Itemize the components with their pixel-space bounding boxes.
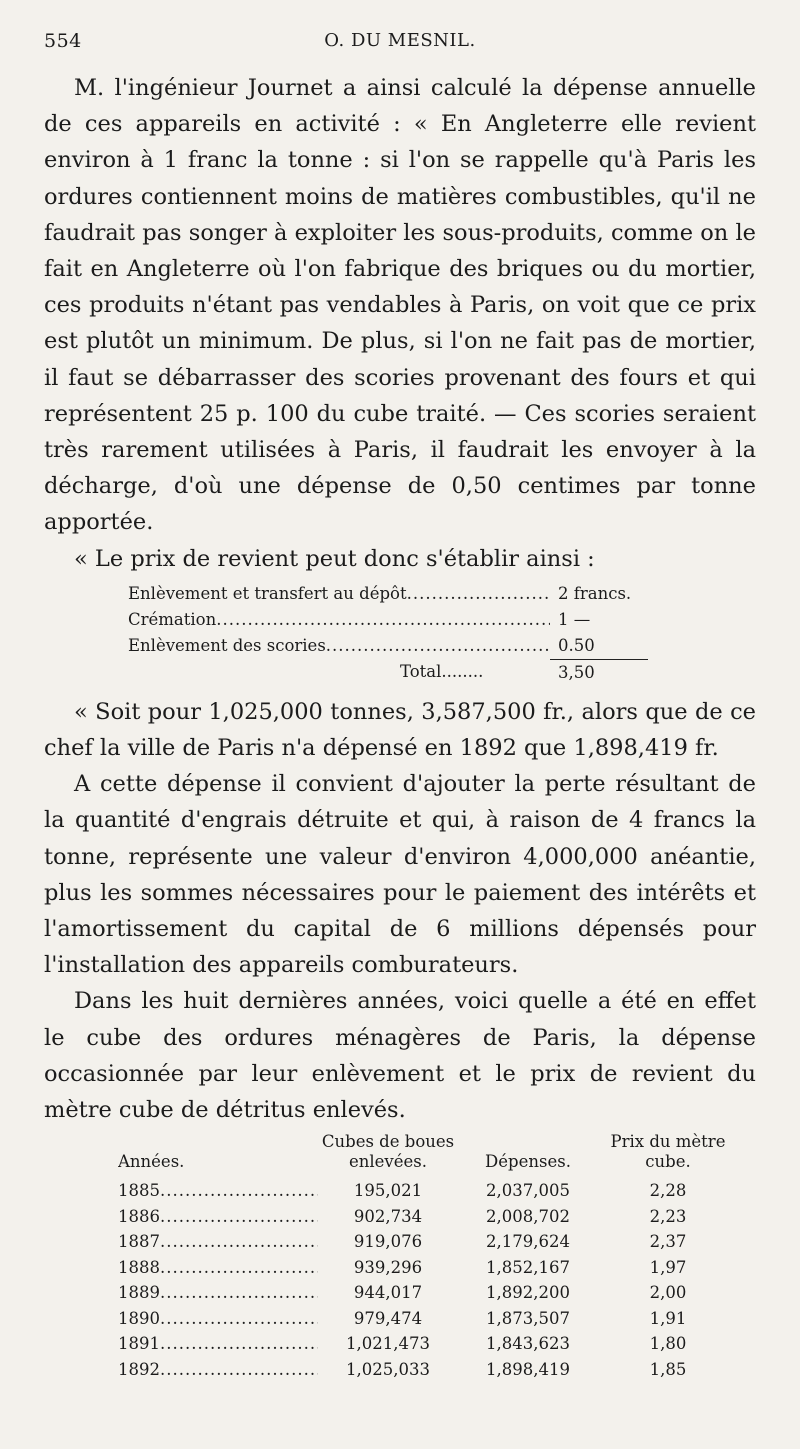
cost-total-amount: 3,50: [550, 659, 648, 686]
cell-cube: 1,021,473: [346, 1334, 430, 1354]
table-header: [118, 1132, 738, 1172]
cell-cube: 902,734: [353, 1206, 423, 1226]
cost-total-row: [128, 659, 648, 686]
cost-label: Crémation: [128, 609, 217, 629]
cell-depenses: 1,873,507: [486, 1308, 570, 1328]
cell-year: 1886 .....: [118, 1204, 318, 1230]
cell-depenses: 1,852,167: [486, 1257, 570, 1277]
table-row: [118, 1280, 738, 1306]
cost-row: [128, 607, 648, 633]
cell-cube: 195,021: [353, 1181, 423, 1201]
cost-breakdown: [128, 581, 648, 686]
cost-row: [128, 581, 648, 607]
paragraph-soit: « Soit pour 1,025,000 tonnes, 3,587,500 fr., alors que de ce chef la ville de Paris n'a dépensé en 1892 que 1,898,419 fr.: [44, 698, 756, 762]
cell-depenses: 1,898,419: [486, 1359, 570, 1379]
cost-amount: 1 —: [558, 609, 591, 629]
header-years: Années.: [118, 1152, 185, 1172]
cell-cube: 1,025,033: [346, 1359, 430, 1379]
statistics-table: [118, 1132, 738, 1382]
cost-row: [128, 633, 648, 659]
header-cube: Cubes de boues enlevées.: [321, 1132, 455, 1172]
paragraph-journet: M. l'ingénieur Journet a ainsi calculé la dépense annuelle de ces appareils en activité : « En Angleterre elle revient environ à 1 franc la tonne : si l'on se rappelle qu'à Paris les ordures contiennent moins de matières combustibles, qu'il ne faudrait pas songer à exploiter les sous-produits, comme on le fait en Angleterre où l'on fabrique des briques ou du mortier, ces produits n'étant pas vendables à Paris, on voit que ce prix est plutôt un minimum. De plus, si l'on ne fait pas de mortier, il faut se débarrasser des scories provenant des fours et qui représentent 25 p. 100 du cube traité. — Ces scories seraient très rarement utilisées à Paris, il faudrait les envoyer à la décharge, d'où une dépense de 0,50 centimes par tonne apportée.: [44, 75, 756, 536]
table-row: [118, 1331, 738, 1357]
cost-label: Enlèvement et transfert au dépôt: [128, 583, 407, 603]
cell-year: 1888 .....: [118, 1255, 318, 1281]
cell-cube: 944,017: [353, 1283, 423, 1303]
cell-prix: 2,28: [649, 1181, 687, 1201]
cell-cube: 979,474: [353, 1308, 423, 1328]
cell-year: 1889 .....: [118, 1280, 318, 1306]
header-prix: Prix du mètre cube.: [610, 1132, 726, 1172]
cell-year: 1885 .....: [118, 1178, 318, 1204]
cost-total-label: Total........: [400, 661, 484, 681]
page-header: [44, 30, 756, 62]
cell-cube: 939,296: [353, 1257, 423, 1277]
table-row: [118, 1255, 738, 1281]
table-row: [118, 1229, 738, 1255]
cell-depenses: 1,843,623: [486, 1334, 570, 1354]
cell-prix: 2,37: [649, 1232, 687, 1252]
header-depenses: Dépenses.: [485, 1152, 571, 1172]
cost-label: Enlèvement des scories: [128, 635, 326, 655]
cell-prix: 1,85: [649, 1359, 687, 1379]
paragraph-prix-intro: « Le prix de revient peut donc s'établir ainsi :: [74, 545, 595, 572]
cell-year: 1891 .....: [118, 1331, 318, 1357]
cell-depenses: 2,008,702: [486, 1206, 570, 1226]
page-number: 554: [44, 30, 82, 52]
cell-prix: 2,23: [649, 1206, 687, 1226]
cell-prix: 1,91: [649, 1308, 687, 1328]
table-row: [118, 1357, 738, 1383]
cell-depenses: 2,179,624: [486, 1232, 570, 1252]
table-body: [118, 1178, 738, 1382]
running-head: O. DU MESNIL.: [324, 30, 476, 51]
cell-year: 1890 .....: [118, 1306, 318, 1332]
cost-amount: 0.50: [558, 635, 595, 655]
paragraph-engrais: A cette dépense il convient d'ajouter la perte résultant de la quantité d'engrais détruite et qui, à raison de 4 francs la tonne, représente une valeur d'environ 4,000,000 anéantie, plus les sommes nécessaires pour le paiement des intérêts et l'amortissement du capital de 6 millions dépensés pour l'installation des appareils comburateurs.: [44, 771, 756, 979]
cell-year: 1892 .....: [118, 1357, 318, 1383]
cell-depenses: 1,892,200: [486, 1283, 570, 1303]
cell-depenses: 2,037,005: [486, 1181, 570, 1201]
table-row: [118, 1204, 738, 1230]
cell-prix: 1,97: [649, 1257, 687, 1277]
cell-cube: 919,076: [353, 1232, 423, 1252]
table-row: [118, 1306, 738, 1332]
cost-amount: 2 francs.: [558, 583, 632, 603]
table-row: [118, 1178, 738, 1204]
paragraph-huit-annees: Dans les huit dernières années, voici quelle a été en effet le cube des ordures ménagères de Paris, la dépense occasionnée par leur enlèvement et le prix de revient du mètre cube de détritus enlevés.: [44, 988, 756, 1124]
cell-prix: 2,00: [649, 1283, 687, 1303]
cell-prix: 1,80: [649, 1334, 687, 1354]
page-body: [44, 70, 756, 1382]
cell-year: 1887 .....: [118, 1229, 318, 1255]
